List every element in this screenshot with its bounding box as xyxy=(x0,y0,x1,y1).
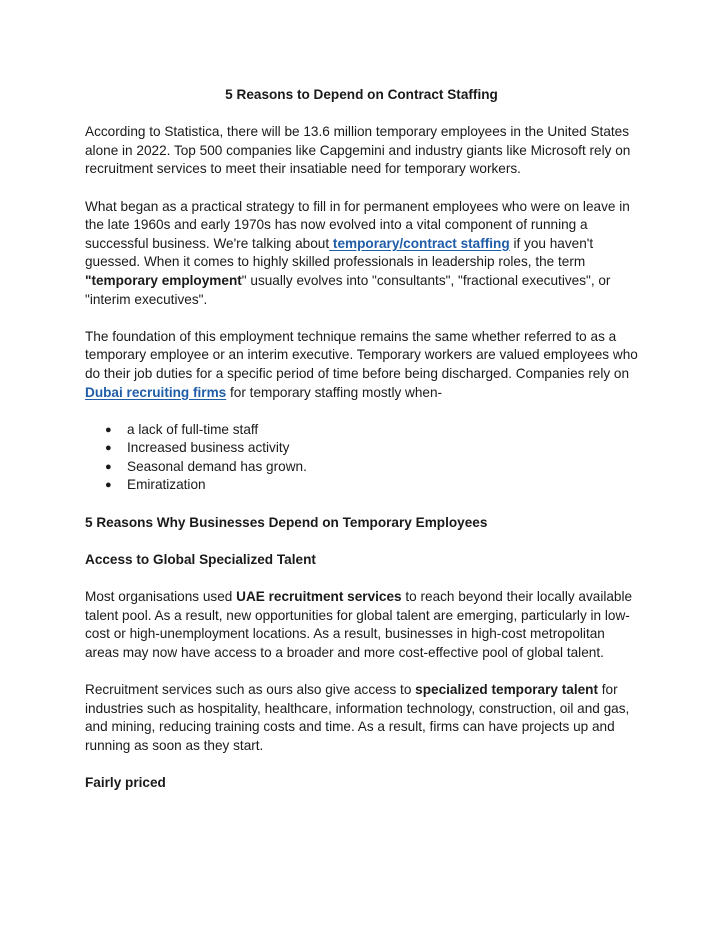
reasons-bullet-list xyxy=(85,421,638,495)
intro-paragraph: According to Statistica, there will be 13.6 million temporary employees in the United States alone in 2022. Top 500 companies like Capgemini and industry giants like Microsoft rely on recruitment services to meet their insatiable need for temporary workers. xyxy=(85,124,631,177)
global-bold-term: UAE recruitment services xyxy=(236,589,402,605)
history-bold-term: "temporary employment xyxy=(85,272,242,288)
global-text-a: Most organisations used xyxy=(85,589,237,605)
temporary-contract-staffing-link[interactable]: temporary/contract staffing xyxy=(329,235,510,251)
list-item-label: Emiratization xyxy=(127,477,206,493)
history-text-c: " usually evolves into "consultants", "fractional executives", or "interim executives". xyxy=(85,272,611,307)
section-heading-global-talent: Access to Global Specialized Talent xyxy=(85,551,316,567)
specialized-text-a: Recruitment services such as ours also give access to xyxy=(85,682,416,697)
list-item xyxy=(105,421,638,440)
list-item xyxy=(105,476,638,495)
history-paragraph xyxy=(85,198,638,310)
specialized-bold-term: specialized temporary talent xyxy=(415,682,598,697)
history-text-b: if you haven't guessed. When it comes to highly skilled professionals in leadership roles, the term xyxy=(85,235,594,270)
bullet-icon: ● xyxy=(105,479,112,492)
list-item xyxy=(105,439,638,458)
list-item-label: a lack of full-time staff xyxy=(127,421,259,437)
list-item-label: Increased business activity xyxy=(127,440,290,456)
section-heading-fairly-priced: Fairly priced xyxy=(85,774,166,790)
history-text-a: What began as a practical strategy to fill in for permanent employees who were on leave in the late 1960s and early 1970s has now evolved into a vital component of running a successful business. We're talking about xyxy=(85,198,630,251)
bullet-icon: ● xyxy=(105,460,112,473)
section-heading-reasons: 5 Reasons Why Businesses Depend on Temporary Employees xyxy=(85,514,488,530)
page-title: 5 Reasons to Depend on Contract Staffing xyxy=(225,87,498,102)
specialized-talent-paragraph xyxy=(85,681,638,755)
dubai-recruiting-firms-link[interactable]: Dubai recruiting firms xyxy=(85,384,227,400)
list-item-label: Seasonal demand has grown. xyxy=(127,458,307,474)
foundation-paragraph xyxy=(85,328,638,402)
global-talent-paragraph xyxy=(85,588,638,662)
bullet-icon: ● xyxy=(105,442,112,455)
specialized-text-b: for industries such as hospitality, healthcare, information technology, construction, oil and gas, and mining, reducing training costs and time. As a result, firms can have projects up and running as soon as they start. xyxy=(85,682,630,753)
list-item xyxy=(105,458,638,477)
foundation-text-a: The foundation of this employment technique remains the same whether referred to as a temporary employee or an interim executive. Temporary workers are valued employees who do their job duties for a specific period of time before being discharged. Companies rely on xyxy=(85,328,638,381)
foundation-text-b: for temporary staffing mostly when- xyxy=(226,384,443,400)
global-text-b: to reach beyond their locally available talent pool. As a result, new opportunities for global talent are emerging, particularly in low-cost or high-unemployment locations. As a result, businesses in high-cost metropolitan areas may now have access to a broader and more cost-effective pool of global talent. xyxy=(85,589,633,660)
bullet-icon: ● xyxy=(105,423,112,436)
